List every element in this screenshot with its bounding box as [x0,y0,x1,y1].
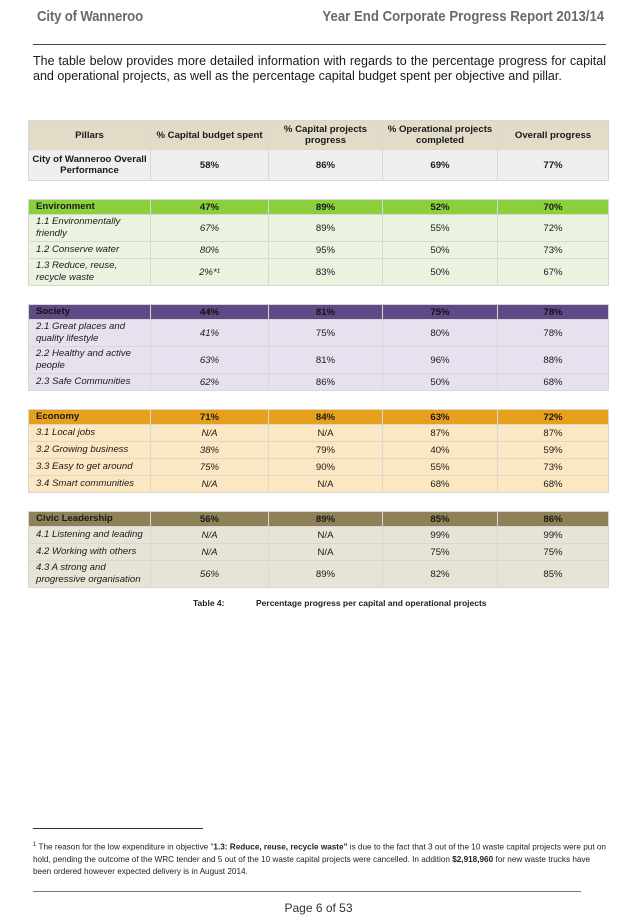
pillar-label: Economy [29,410,151,425]
pillar-value: 70% [498,200,609,215]
cell-value: 55% [383,215,498,242]
pillar-value: 72% [498,410,609,425]
cell-value: 80% [151,242,269,259]
cell-value: 67% [151,215,269,242]
objective-label: 2.1 Great places and quality lifestyle [29,320,151,347]
objective-label: 4.3 A strong and progressive organisation [29,561,151,588]
cell-value: 96% [383,347,498,374]
cell-value: 73% [498,242,609,259]
footnote-divider [33,828,203,829]
footer-divider [33,891,581,892]
cell-value: 68% [383,476,498,493]
cell-value: 50% [383,259,498,286]
pillar-value: 71% [151,410,269,425]
table-row [29,476,609,493]
cell-value: 59% [498,442,609,459]
cell-value: 85% [498,561,609,588]
cell-value: 87% [383,425,498,442]
objective-label: 3.2 Growing business [29,442,151,459]
footnote-text: for new waste trucks have been ordered however expected delivery is in August 2014. [33,854,591,876]
cell-value: 83% [269,259,383,286]
table-row [29,544,609,561]
cell-value: 40% [383,442,498,459]
objective-label: 4.2 Working with others [29,544,151,561]
footnote-text: The reason for the low expenditure in objective " [36,842,214,852]
cell-value: N/A [269,476,383,493]
pillar-value: 44% [151,305,269,320]
objective-label: 3.3 Easy to get around [29,459,151,476]
spacer [29,391,609,410]
cell-value: 88% [498,347,609,374]
objective-label: 3.1 Local jobs [29,425,151,442]
cell-value: N/A [151,544,269,561]
footnote-text: is due to the fact that 3 out of the 10 waste capital projects were put on hold, pending the outcome of the WRC tender and 5 out of the 10 waste capital projects were cancelled. In addition [33,842,606,864]
pillar-label: Environment [29,200,151,215]
caption-text: Percentage progress per capital and operational projects [256,598,487,608]
cell-value: 89% [269,215,383,242]
overall-value: 58% [151,150,269,181]
cell-value: 56% [151,561,269,588]
objective-label: 1.3 Reduce, reuse, recycle waste [29,259,151,286]
pillar-value: 89% [269,200,383,215]
cell-value: 80% [383,320,498,347]
cell-value: 63% [151,347,269,374]
cell-value: 68% [498,476,609,493]
cell-value: 78% [498,320,609,347]
cell-value: 62% [151,374,269,391]
cell-value: 90% [269,459,383,476]
table-row [29,459,609,476]
pillar-value: 81% [269,305,383,320]
col-header-operational: % Operational projects completed [383,121,498,150]
pillar-value: 78% [498,305,609,320]
table-row [29,374,609,391]
cell-value: 87% [498,425,609,442]
table-header-row [29,121,609,150]
pillar-label: Society [29,305,151,320]
footnote-bold-objective: 1.3: Reduce, reuse, recycle waste" [213,842,348,852]
cell-value: 50% [383,374,498,391]
cell-value: N/A [269,544,383,561]
pillar-value: 56% [151,512,269,527]
progress-table [28,120,609,588]
cell-value: 75% [498,544,609,561]
overall-value: 86% [269,150,383,181]
intro-paragraph: The table below provides more detailed information with regards to the percentage progress for capital and operational projects, as well as the percentage capital budget spent per objective and pillar. [33,54,606,83]
pillar-row-environment [29,200,609,215]
table-row [29,442,609,459]
caption-label: Table 4: [193,598,225,608]
cell-value: 99% [383,527,498,544]
pillar-value: 52% [383,200,498,215]
cell-value: 75% [151,459,269,476]
pillar-row-economy [29,410,609,425]
cell-value: 79% [269,442,383,459]
footnote-bold-amount: $2,918,960 [452,854,494,864]
cell-value: 72% [498,215,609,242]
cell-value: 99% [498,527,609,544]
table-row [29,259,609,286]
cell-value: N/A [151,476,269,493]
cell-value: 50% [383,242,498,259]
header-report-title: Year End Corporate Progress Report 2013/14 [322,8,604,25]
pillar-value: 63% [383,410,498,425]
cell-value: 41% [151,320,269,347]
cell-value: N/A [151,425,269,442]
cell-value: 2%*¹ [151,259,269,286]
page-header [37,8,604,30]
col-header-capital-progress: % Capital projects progress [269,121,383,150]
col-header-capital-budget: % Capital budget spent [151,121,269,150]
cell-value: 67% [498,259,609,286]
overall-row [29,150,609,181]
table-row [29,320,609,347]
pillar-row-civic-leadership [29,512,609,527]
objective-label: 1.2 Conserve water [29,242,151,259]
spacer [29,286,609,305]
header-divider [33,44,606,45]
objective-label: 2.2 Healthy and active people [29,347,151,374]
cell-value: N/A [151,527,269,544]
table-row [29,215,609,242]
cell-value: 86% [269,374,383,391]
cell-value: 68% [498,374,609,391]
overall-label: City of Wanneroo Overall Performance [29,150,151,181]
table-caption [193,598,487,608]
pillar-value: 47% [151,200,269,215]
table-row [29,425,609,442]
overall-value: 69% [383,150,498,181]
cell-value: 55% [383,459,498,476]
spacer [29,181,609,200]
cell-value: N/A [269,425,383,442]
pillar-value: 89% [269,512,383,527]
objective-label: 4.1 Listening and leading [29,527,151,544]
cell-value: 95% [269,242,383,259]
pillar-value: 75% [383,305,498,320]
objective-label: 2.3 Safe Communities [29,374,151,391]
pillar-value: 86% [498,512,609,527]
cell-value: 73% [498,459,609,476]
pillar-label: Civic Leadership [29,512,151,527]
cell-value: 38% [151,442,269,459]
objective-label: 3.4 Smart communities [29,476,151,493]
cell-value: 82% [383,561,498,588]
header-org-name: City of Wanneroo [37,8,143,25]
table-row [29,347,609,374]
table-row [29,527,609,544]
footnote-marker: 1 [33,842,37,848]
cell-value: 75% [383,544,498,561]
footnote [33,839,606,878]
overall-value: 77% [498,150,609,181]
cell-value: 89% [269,561,383,588]
pillar-value: 85% [383,512,498,527]
cell-value: N/A [269,527,383,544]
cell-value: 81% [269,347,383,374]
pillar-row-society [29,305,609,320]
col-header-pillars: Pillars [29,121,151,150]
col-header-overall: Overall progress [498,121,609,150]
table-row [29,242,609,259]
page-number: Page 6 of 53 [284,901,353,915]
table-row [29,561,609,588]
cell-value: 75% [269,320,383,347]
objective-label: 1.1 Environmentally friendly [29,215,151,242]
pillar-value: 84% [269,410,383,425]
spacer [29,493,609,512]
